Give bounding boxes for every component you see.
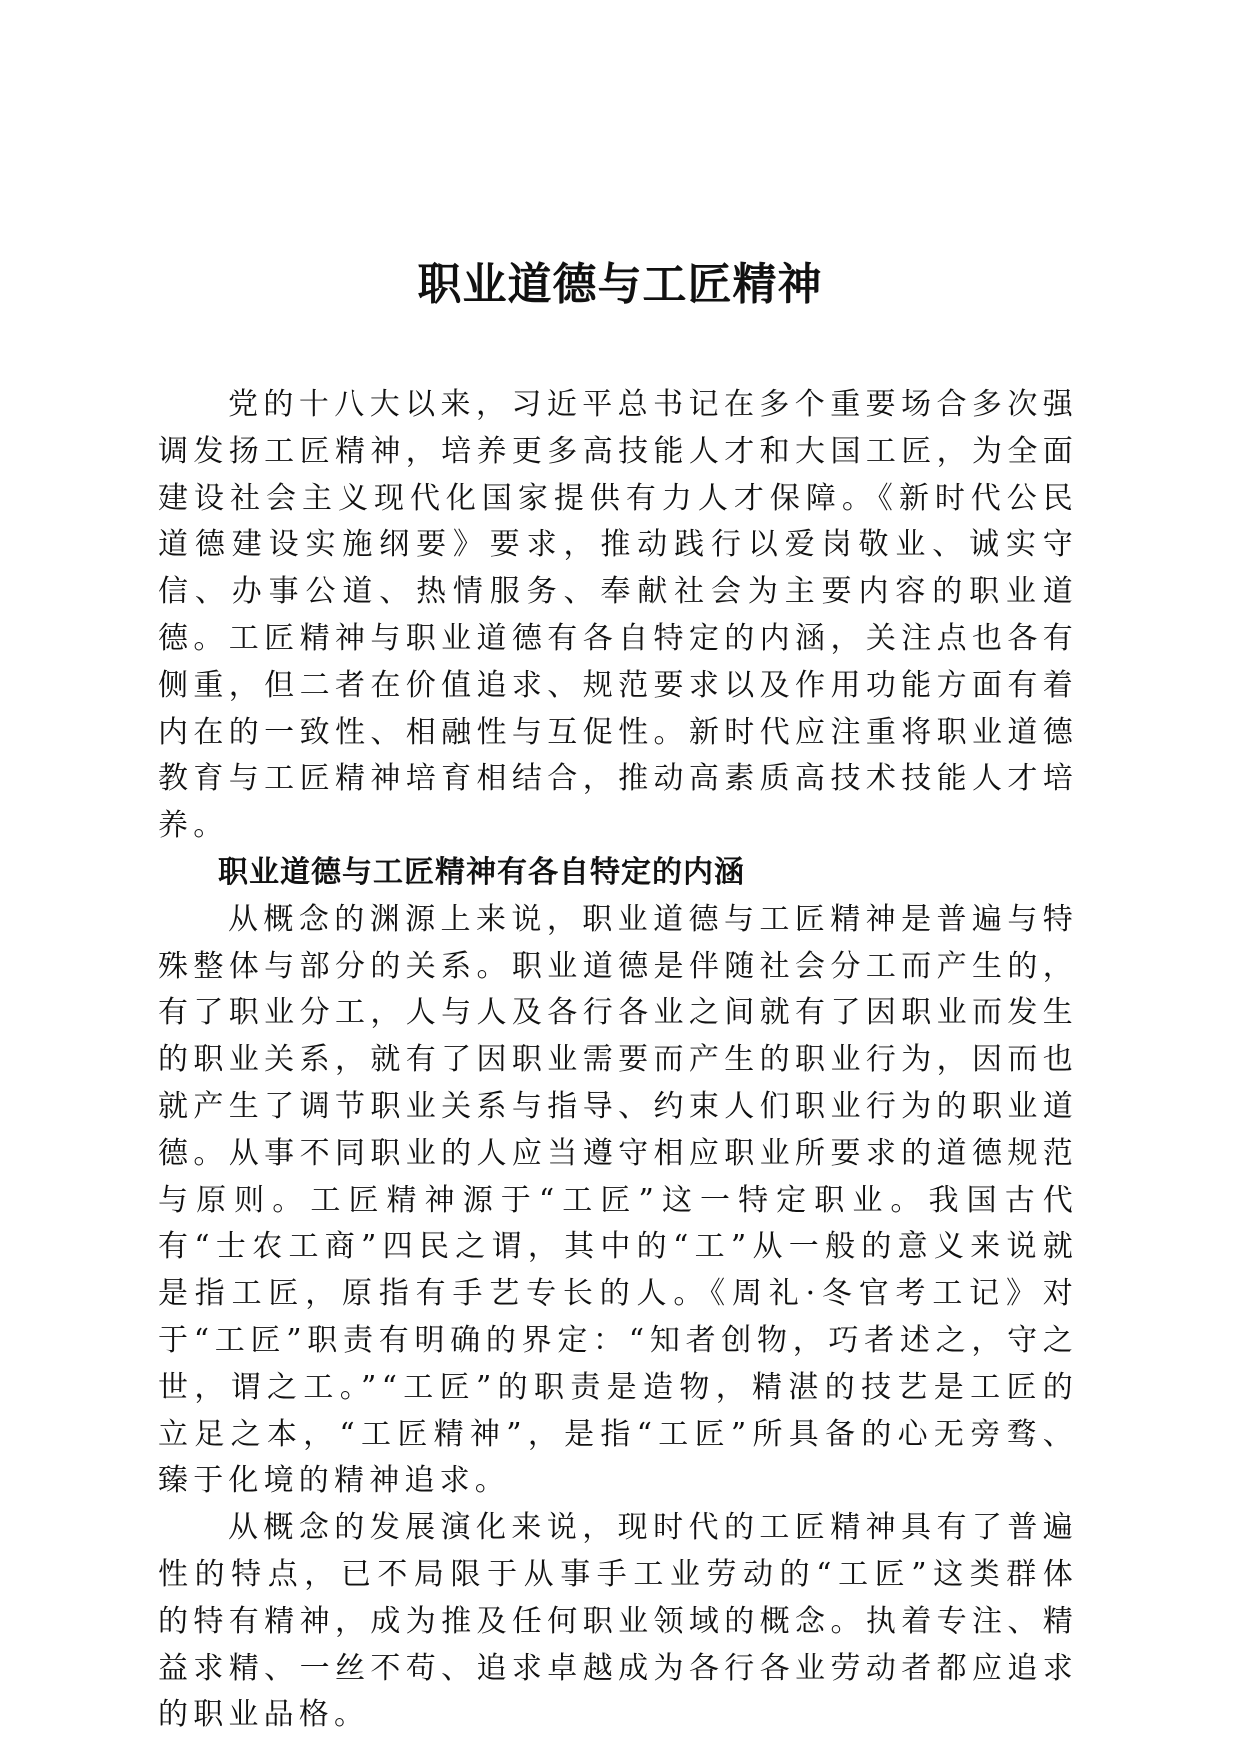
- document-title: 职业道德与工匠精神: [417, 259, 823, 310]
- body-paragraph: 从概念的渊源上来说，职业道德与工匠精神是普遍与特殊整体与部分的关系。职业道德是伴随社会分工而产生的，有了职业分工，人与人及各行各业之间就有了因职业而发生的职业关系，就有了因职业需要而产生的职业行为，因而也就产生了调节职业关系与指导、约束人们职业行为的职业道德。从事不同职业的人应当遵守相应职业所要求的道德规范与原则。工匠精神源于“工匠”这一特定职业。我国古代有“士农工商”四民之谓，其中的“工”从一般的意义来说就是指工匠，原指有手艺专长的人。《周礼·冬官考工记》对于“工匠”职责有明确的界定：“知者创物，巧者述之，守之世，谓之工。”“工匠”的职责是造物，精湛的技艺是工匠的立足之本，“工匠精神”，是指“工匠”所具备的心无旁骛、臻于化境的精神追求。: [158, 901, 1078, 1499]
- section-heading: 职业道德与工匠精神有各自特定的内涵: [218, 854, 745, 890]
- document-body: [158, 382, 1078, 1739]
- intro-paragraph: 党的十八大以来，习近平总书记在多个重要场合多次强调发扬工匠精神，培养更多高技能人才和大国工匠，为全面建设社会主义现代化国家提供有力人才保障。《新时代公民道德建设实施纲要》要求，推动践行以爱岗敬业、诚实守信、办事公道、热情服务、奉献社会为主要内容的职业道德。工匠精神与职业道德有各自特定的内涵，关注点也各有侧重，但二者在价值追求、规范要求以及作用功能方面有着内在的一致性、相融性与互促性。新时代应注重将职业道德教育与工匠精神培育相结合，推动高素质高技术技能人才培养。: [158, 387, 1078, 844]
- body-paragraph: 从概念的发展演化来说，现时代的工匠精神具有了普遍性的特点，已不局限于从事手工业劳动的“工匠”这类群体的特有精神，成为推及任何职业领域的概念。执着专注、精益求精、一丝不苟、追求卓越成为各行各业劳动者都应追求的职业品格。: [158, 1510, 1078, 1733]
